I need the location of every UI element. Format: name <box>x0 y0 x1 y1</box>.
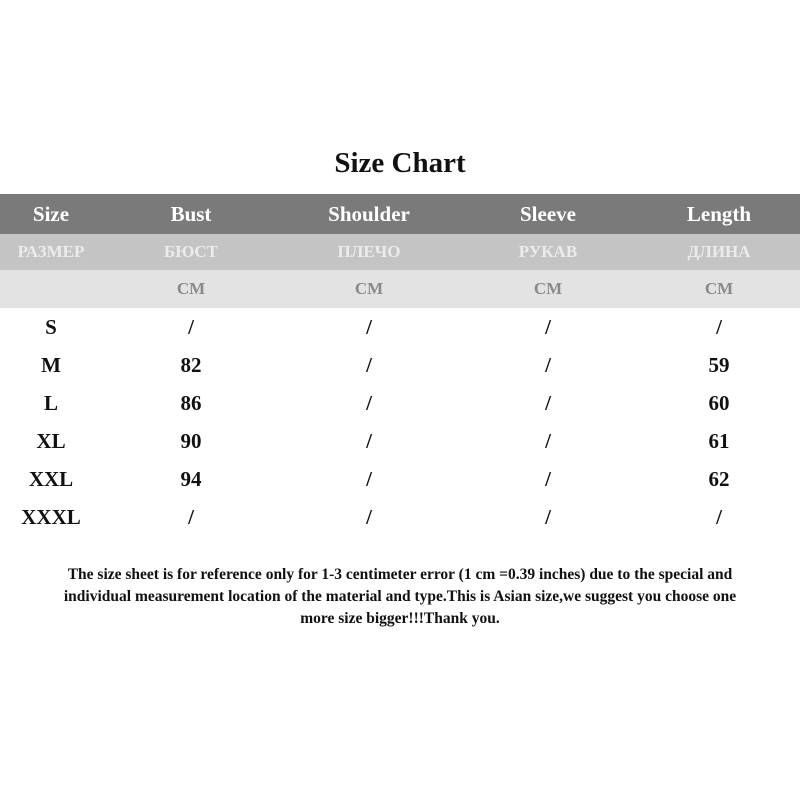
cell-length: / <box>716 504 722 529</box>
cell-length: 62 <box>708 466 730 491</box>
unit-length: CM <box>704 279 734 298</box>
cell-length: 59 <box>708 352 730 377</box>
cell-bust: 94 <box>180 466 202 491</box>
header-ru-shoulder: ПЛЕЧО <box>337 242 401 261</box>
size-note <box>0 564 800 630</box>
header-ru-size: РАЗМЕР <box>17 242 85 261</box>
table-row <box>0 346 800 384</box>
table-row <box>0 498 800 536</box>
cell-sleeve: / <box>545 390 551 415</box>
size-note-line: more size bigger!!!Thank you. <box>300 610 500 627</box>
size-note-line: individual measurement location of the material and type.This is Asian size,we suggest you choose one <box>63 588 737 605</box>
header-ru-bust: БЮСТ <box>164 242 218 261</box>
table-row <box>0 384 800 422</box>
header-row-english <box>0 194 800 234</box>
unit-sleeve: CM <box>533 279 563 298</box>
cell-sleeve: / <box>545 314 551 339</box>
header-ru-sleeve: РУКАВ <box>518 242 578 261</box>
cell-bust: 86 <box>180 390 202 415</box>
table-row <box>0 308 800 346</box>
cell-shoulder: / <box>366 390 372 415</box>
cell-shoulder: / <box>366 352 372 377</box>
cell-length: 61 <box>708 428 730 453</box>
cell-size: XXXL <box>21 504 81 529</box>
cell-size: XXL <box>28 466 74 491</box>
cell-shoulder: / <box>366 466 372 491</box>
header-size: Size <box>32 201 70 226</box>
cell-bust: 90 <box>180 428 202 453</box>
cell-shoulder: / <box>366 314 372 339</box>
table-row <box>0 422 800 460</box>
table-row <box>0 460 800 498</box>
unit-shoulder: CM <box>354 279 384 298</box>
cell-bust: 82 <box>180 352 202 377</box>
cell-sleeve: / <box>545 428 551 453</box>
cell-size: L <box>43 390 58 415</box>
cell-size: M <box>41 352 61 377</box>
cell-sleeve: / <box>545 352 551 377</box>
unit-bust: CM <box>176 279 206 298</box>
cell-sleeve: / <box>545 504 551 529</box>
cell-shoulder: / <box>366 504 372 529</box>
cell-length: 60 <box>708 390 730 415</box>
cell-size: XL <box>36 428 66 453</box>
header-row-units <box>0 270 800 308</box>
cell-bust: / <box>188 314 194 339</box>
header-ru-length: ДЛИНА <box>687 242 751 261</box>
cell-bust: / <box>188 504 194 529</box>
unit-size <box>0 270 102 308</box>
header-sleeve: Sleeve <box>520 201 576 226</box>
header-shoulder: Shoulder <box>328 201 410 226</box>
cell-size: S <box>45 314 57 339</box>
header-length: Length <box>686 201 752 226</box>
size-note-line: The size sheet is for reference only for 1-3 centimeter error (1 cm =0.39 inches) due to the special and <box>67 566 733 583</box>
header-bust: Bust <box>170 201 212 226</box>
cell-shoulder: / <box>366 428 372 453</box>
cell-length: / <box>716 314 722 339</box>
page-title: Size Chart <box>334 147 466 179</box>
header-row-russian <box>0 234 800 270</box>
cell-sleeve: / <box>545 466 551 491</box>
